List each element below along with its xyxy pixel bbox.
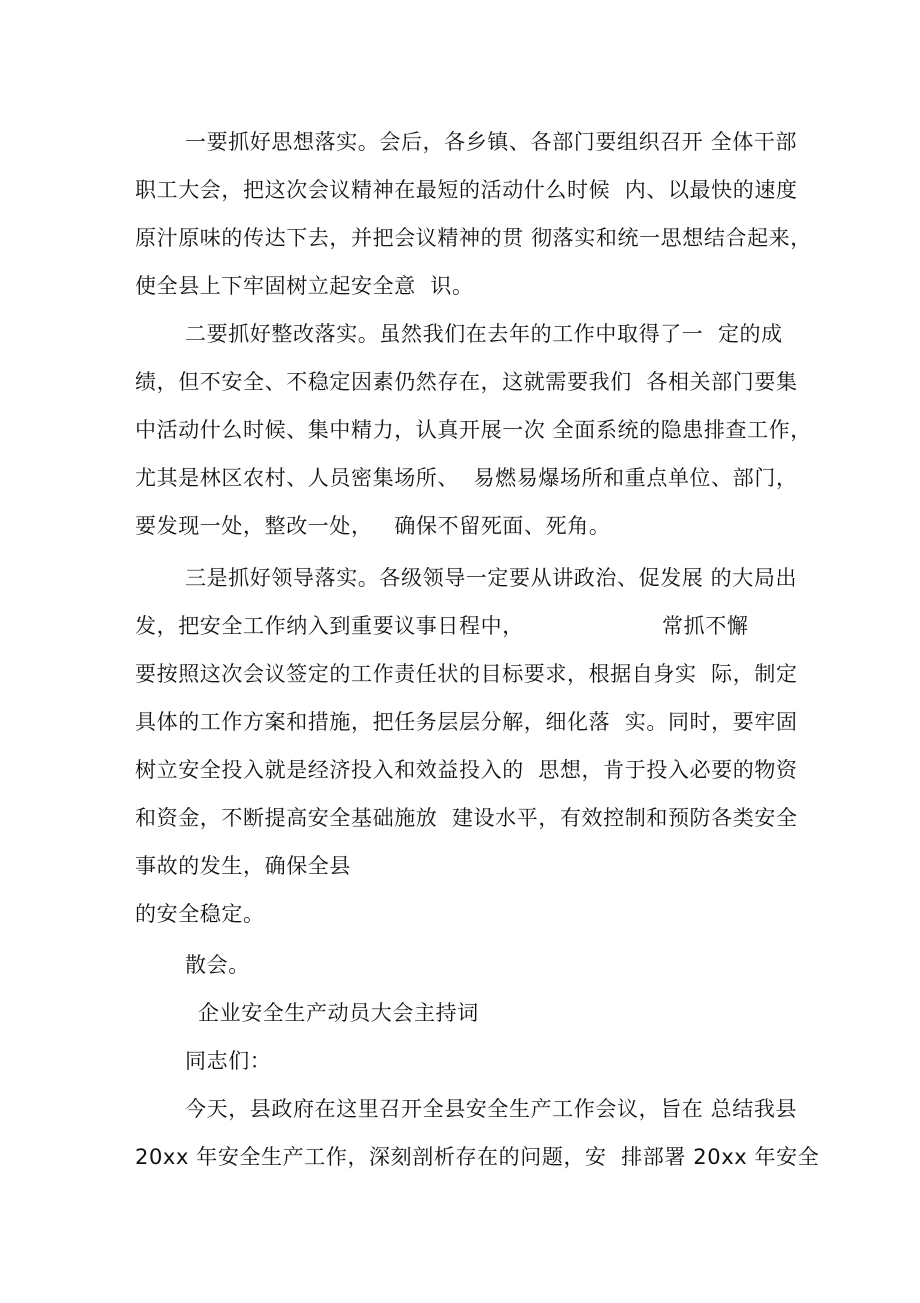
paragraph-line: 绩，但不安全、不稳定因素仍然存在，这就需要我们 各相关部门要集	[135, 370, 798, 394]
paragraph-line: 尤其是林区农村、人员密集场所、 易燃易爆场所和重点单位、部门，	[135, 466, 798, 490]
paragraph-line: 二要抓好整改落实。虽然我们在去年的工作中取得了一 定的成	[185, 322, 783, 346]
paragraph-line: 中活动什么时候、集中精力，认真开展一次 全面系统的隐患排查工作，	[135, 418, 812, 442]
paragraph-line: 要按照这次会议签定的工作责任状的目标要求，根据自身实 际，制定	[135, 662, 798, 686]
paragraph-line: 使全县上下牢固树立起安全意 识。	[135, 274, 474, 298]
paragraph-line: 具体的工作方案和措施，把任务层层分解，细化落 实。同时，要牢固	[135, 710, 798, 734]
paragraph-line: 三是抓好领导落实。各级领导一定要从讲政治、促发展 的大局出	[185, 566, 798, 590]
paragraph-line: 发，把安全工作纳入到重要议事日程中， 常抓不懈	[135, 614, 749, 638]
paragraph-line: 和资金，不断提高安全基础施放 建设水平，有效控制和预防各类安全	[135, 806, 798, 830]
paragraph-line: 树立安全投入就是经济投入和效益投入的 思想，肯于投入必要的物资	[135, 758, 798, 782]
paragraph-line: 今天，县政府在这里召开全县安全生产工作会议，旨在 总结我县	[185, 1097, 798, 1121]
paragraph-line: 20xx 年安全生产工作，深刻剖析存在的问题，安 排部署 20xx 年安全	[135, 1145, 820, 1169]
paragraph-line: 事故的发生，确保全县	[135, 854, 351, 878]
paragraph-line: 职工大会，把这次会议精神在最短的活动什么时候 内、以最快的速度	[135, 178, 798, 202]
section-title: 企业安全生产动员大会主持词	[198, 1001, 479, 1025]
paragraph-line: 原汁原味的传达下去，并把会议精神的贯 彻落实和统一思想结合起来，	[135, 226, 812, 250]
paragraph-line: 一要抓好思想落实。会后，各乡镇、各部门要组织召开 全体干部	[185, 130, 798, 154]
paragraph-line: 的安全稳定。	[135, 902, 265, 926]
paragraph-line: 要发现一处，整改一处， 确保不留死面、死角。	[135, 514, 611, 538]
salutation: 同志们：	[185, 1049, 272, 1073]
closing-line: 散会。	[185, 953, 250, 977]
